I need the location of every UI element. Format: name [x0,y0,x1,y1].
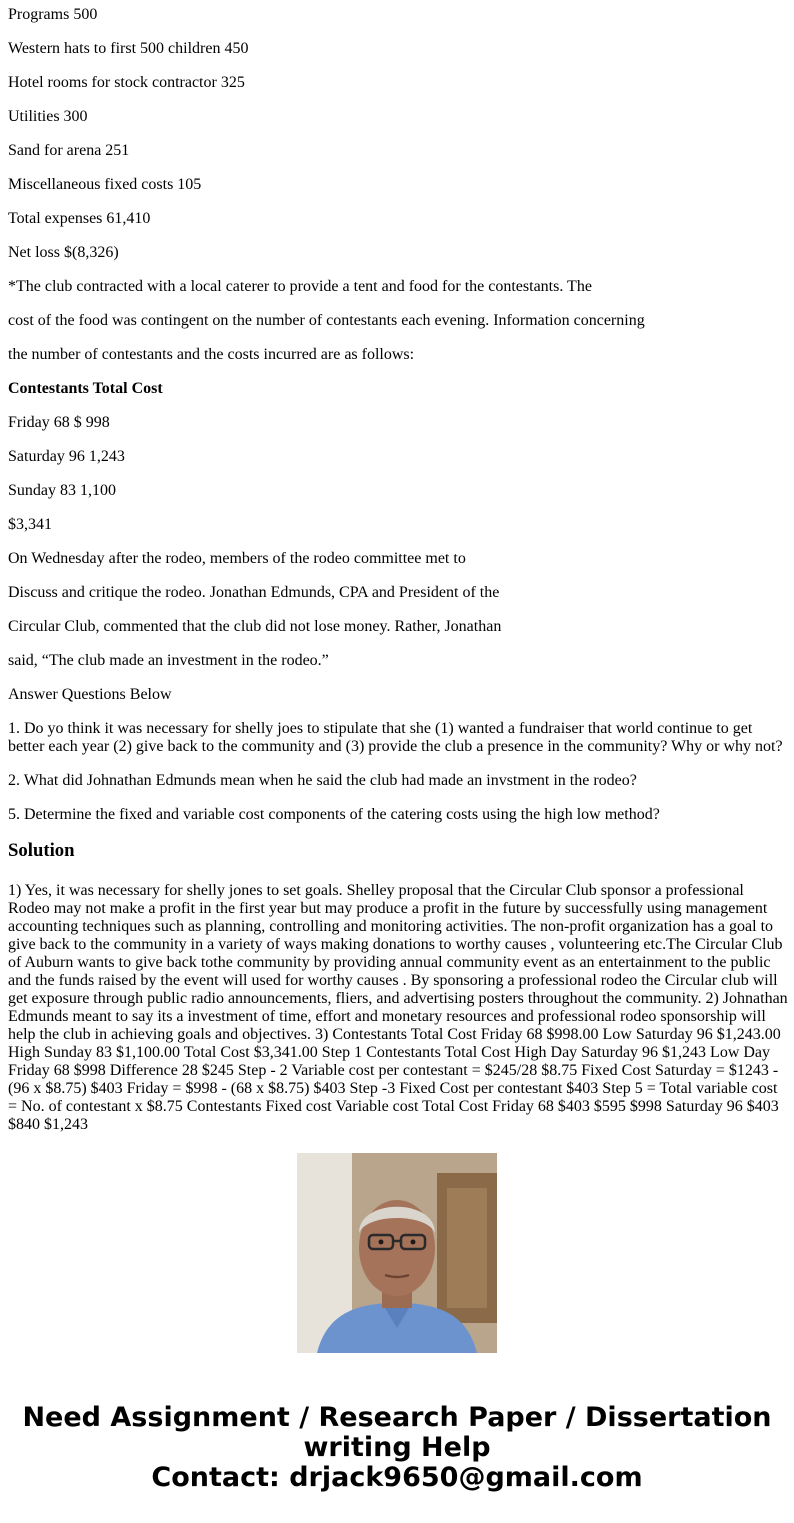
table-total: $3,341 [8,516,52,533]
table-header-text: Contestants Total Cost [8,380,163,397]
ad-contact-line: Contact: drjack9650@gmail.com [151,1462,643,1493]
expense-line: Sand for arena 251 [8,142,130,159]
person-portrait-icon [297,1153,497,1353]
paragraph-line: On Wednesday after the rodeo, members of the rodeo committee met to [8,550,466,567]
solution-text-box [8,882,788,1133]
paragraph-line: Discuss and critique the rodeo. Jonathan Edmunds, CPA and President of the [8,584,500,601]
paragraph-line: cost of the food was contingent on the number of contestants each evening. Information concerning [8,312,645,329]
question-1: 1. Do yo think it was necessary for shelly joes to stipulate that she (1) wanted a fundraiser that world continue to get better each year (2) give back to the community and (3) provide the club a presence in the community? Why or why not? [8,720,783,755]
table-header [8,380,786,398]
expense-line: Hotel rooms for stock contractor 325 [8,74,245,91]
document-body [8,0,786,880]
paragraph-line: Circular Club, commented that the club did not lose money. Rather, Jonathan [8,618,502,635]
table-row: Saturday 96 1,243 [8,448,125,465]
net-loss-line: Net loss $(8,326) [8,244,119,261]
total-expenses-line: Total expenses 61,410 [8,210,151,227]
question-2: 2. What did Johnathan Edmunds mean when he said the club had made an invstment in the rodeo? [8,772,637,789]
ad-line: Need Assignment / Research Paper / Dissertation [22,1402,772,1433]
paragraph-line: *The club contracted with a local caterer to provide a tent and food for the contestants. The [8,278,592,295]
solution-text: 1) Yes, it was necessary for shelly jones to set goals. Shelley proposal that the Circular Club sponsor a professional Rodeo may not make a profit in the first year but may produce a profit in the future by successfully using management accounting techniques such as planning, controlling and monitoring activities. The non-profit organization has a goal to give back to the community in a variety of ways making donations to worthy causes , volunteering etc.The Circular Club of Auburn wants to give back tothe community by providing annual community event as an entertainment to the public and the funds raised by the event will used for worthy causes . By sponsoring a professional rodeo the Circular club will get exposure through public radio announcements, fliers, and advertising posters throughout the community. 2) Johnathan Edmunds meant to say its a investment of time, effort and monetary resources and professional rodeo sponsorship will help the club in achieving goals and objectives. 3) Contestants Total Cost Friday 68 $998.00 Low Saturday 96 $1,243.00 High Sunday 83 $1,100.00 Total Cost $3,341.00 Step 1 Contestants Total Cost High Day Saturday 96 $1,243 Low Day Friday 68 $998 Difference 28 $245 Step - 2 Variable cost per contestant = $245/28 $8.75 Fixed Cost Saturday = $1243 - (96 x $8.75) $403 Friday = $998 - (68 x $8.75) $403 Step -3 Fixed Cost per contestant $403 Step 5 = Total variable cost = No. of contestant x $8.75 Contestants Fixed cost Variable cost Total Cost Friday 68 $403 $595 $998 Saturday 96 $403 $840 $1,243 [8,882,788,1133]
expense-line: Utilities 300 [8,108,88,125]
answer-prompt: Answer Questions Below [8,686,172,703]
expense-line: Programs 500 [8,6,98,23]
expense-line: Western hats to first 500 children 450 [8,40,249,57]
paragraph-line: said, “The club made an investment in the rodeo.” [8,652,329,669]
solution-heading: Solution [8,840,75,861]
question-5: 5. Determine the fixed and variable cost components of the catering costs using the high low method? [8,806,660,823]
expense-line: Miscellaneous fixed costs 105 [8,176,202,193]
ad-line: writing Help [303,1432,491,1463]
paragraph-line: the number of contestants and the costs incurred are as follows: [8,346,415,363]
table-row: Friday 68 $ 998 [8,414,110,431]
avatar [297,1153,497,1353]
advertisement-banner [0,1403,794,1493]
table-row: Sunday 83 1,100 [8,482,116,499]
